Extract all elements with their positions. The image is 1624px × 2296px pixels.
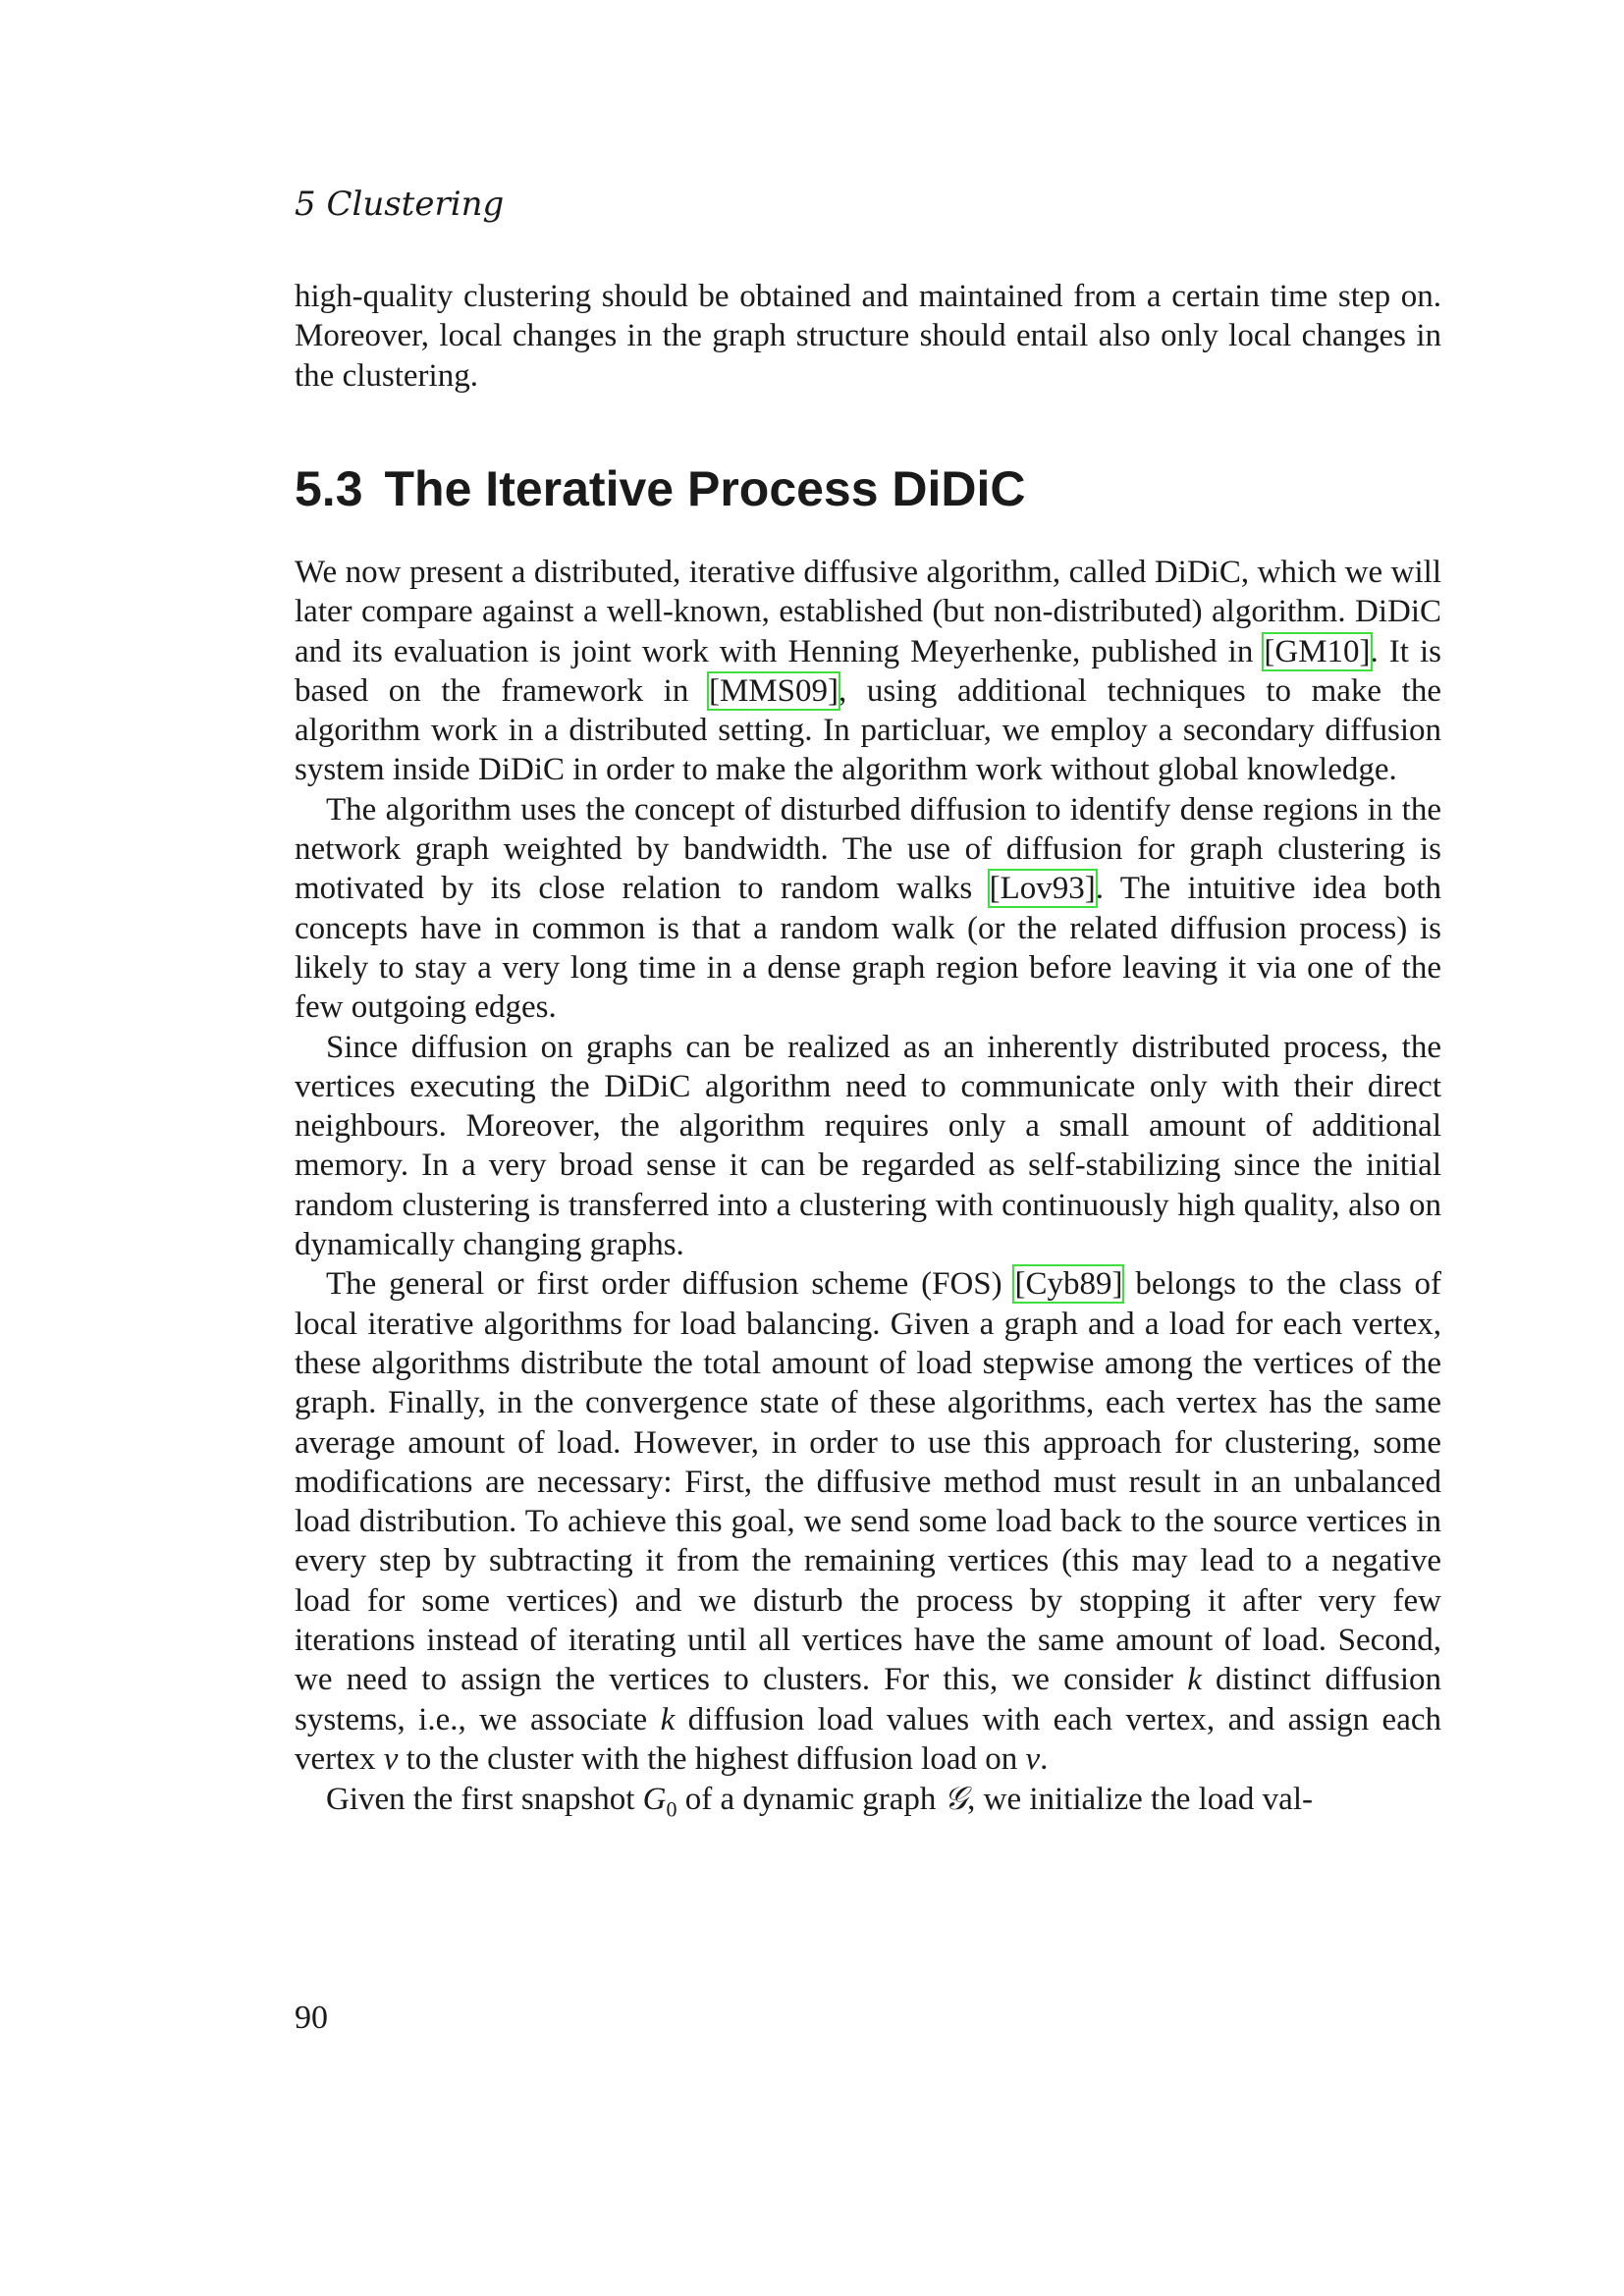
math-g: G (642, 1782, 667, 1818)
math-v: v (1025, 1740, 1041, 1777)
intro-paragraph: high-quality clustering should be obtained and maintained from a certain time step on. Moreover, local changes in the graph structure should entail also only local changes in the clustering. (295, 279, 1441, 394)
math-k: k (1187, 1662, 1202, 1698)
paragraph-5-text: of a dynamic graph (677, 1782, 945, 1818)
paragraph-4-text: . (1040, 1740, 1049, 1777)
paragraph-2-text: The algorithm uses the concept of disturbed diffusion to identify dense regions in the network graph weighted by bandwidth. The use of diffusion for graph clustering is motivated by its close relation to random walks (295, 791, 1441, 907)
citation-lov93[interactable]: [Lov93] (989, 871, 1096, 907)
math-snapshot-g0 (642, 1782, 677, 1822)
paragraph-4-text: diffusion load values with each vertex, and assign each vertex (295, 1701, 1441, 1777)
citation-mms09[interactable]: [MMS09] (708, 672, 839, 709)
section-title: The Iterative Process DiDiC (384, 461, 1026, 516)
math-k: k (660, 1701, 676, 1737)
running-head: 5 Clustering (295, 185, 505, 224)
paragraph-1-text: . It is based on the framework in (295, 633, 1442, 709)
body-text (295, 553, 1441, 1820)
citation-cyb89[interactable]: [Cyb89] (1014, 1266, 1123, 1303)
paragraph-4 (295, 1264, 1441, 1779)
section-heading (295, 459, 1026, 518)
paragraph-4-text: to the cluster with the highest diffusion load on (398, 1740, 1026, 1777)
paragraph-1-text: We now present a distributed, iterative diffusive algorithm, called DiDiC, which we will later compare against a well-known, established (but non-distributed) algorithm. DiDiC and its evaluation is joint work with Henning Meyerhenke, published in (295, 555, 1441, 669)
page-number: 90 (295, 2000, 328, 2036)
section-number: 5.3 (295, 461, 363, 516)
paragraph-5-text: , we initialize the load val- (967, 1782, 1313, 1818)
paragraph-5-text: Given the first snapshot (326, 1782, 643, 1818)
paragraph-2-text: . The intuitive idea both concepts have in common is that a random walk (or the related diffusion process) is likely to stay a very long time in a dense graph region before leaving it via one of the few outgoing edges. (295, 871, 1441, 1026)
paragraph-2 (295, 790, 1441, 1028)
paragraph-4-text: belongs to the class of local iterative algorithms for load balancing. Given a graph and a load for each vertex, these algorithms distribute the total amount of load stepwise among the vertices of the graph. Finally, in the convergence state of these algorithms, each vertex has the same average amount of load. However, in order to use this approach for clustering, some modifications are necessary: First, the diffusive method must result in an unbalanced load distribution. To achieve this goal, we send some load back to the source vertices in every step by subtracting it from the remaining vertices (this may lead to a negative load for some vertices) and we disturb the process by stopping it after very few iterations instead of iterating until all vertices have the same amount of load. Second, we need to assign the vertices to clusters. For this, we consider (295, 1266, 1441, 1698)
paragraph-1 (295, 553, 1441, 790)
paragraph-3: Since diffusion on graphs can be realized as an inherently distributed process, the vertices executing the DiDiC algorithm need to communicate only with their direct neighbours. Moreover, the algorithm requires only a small amount of additional memory. In a very broad sense it can be regarded as self-stabilizing since the initial random clustering is transferred into a clustering with continuously high quality, also on dynamically changing graphs. (295, 1029, 1441, 1263)
paragraph-1-text: , using additional techniques to make the algorithm work in a distributed setting. In particluar, we employ a secondary diffusion system inside DiDiC in order to make the algorithm work without global knowledge. (295, 672, 1441, 788)
math-dynamic-graph: 𝒢 (944, 1779, 968, 1818)
paragraph-5 (295, 1779, 1441, 1822)
math-v: v (383, 1740, 399, 1777)
citation-gm10[interactable]: [GM10] (1264, 633, 1371, 669)
paragraph-4-text: The general or first order diffusion scheme (FOS) (326, 1266, 1015, 1303)
math-subscript-0: 0 (666, 1796, 677, 1822)
paragraph-4-text: distinct diffusion systems, i.e., we associate (295, 1662, 1441, 1737)
